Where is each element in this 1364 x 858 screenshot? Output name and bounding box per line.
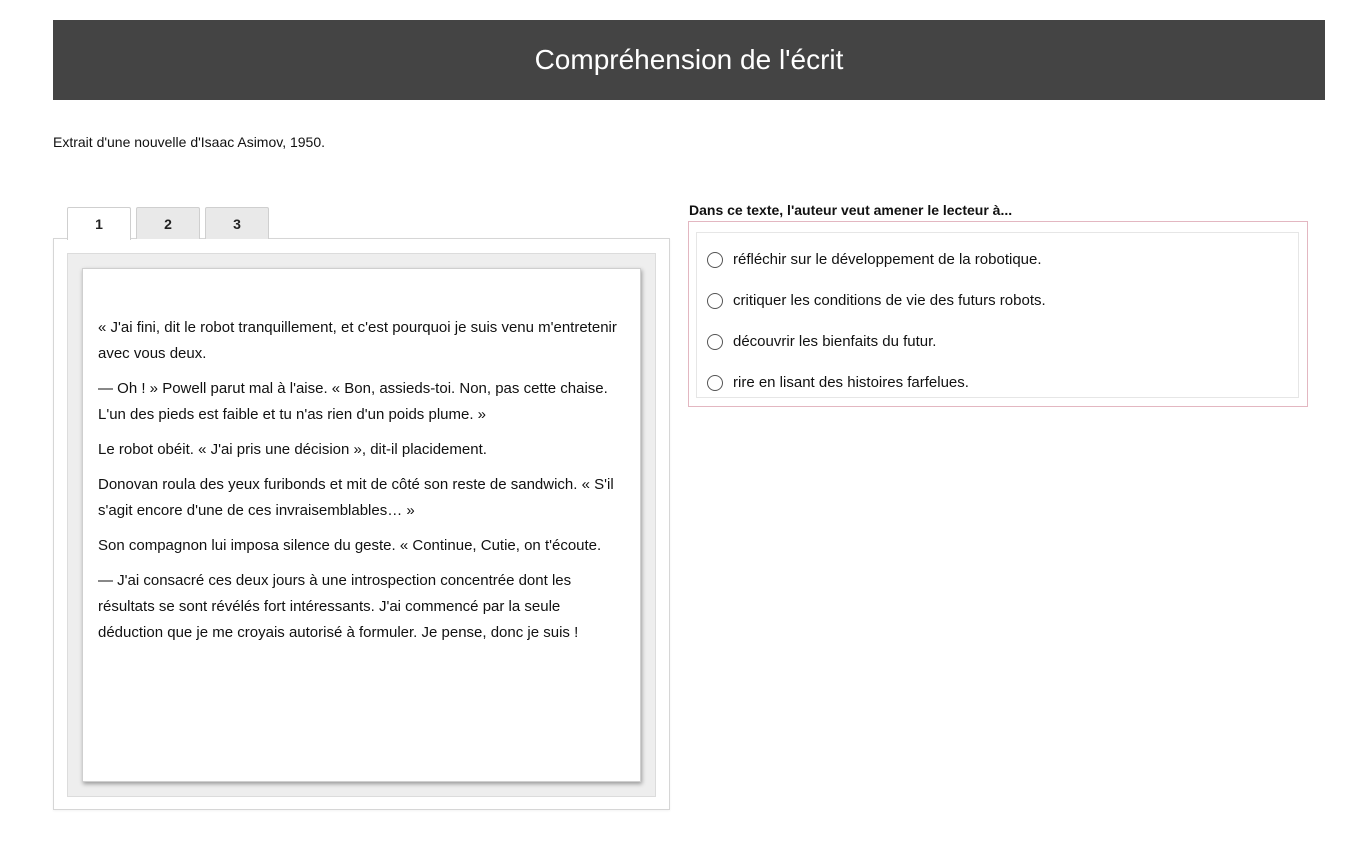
page-header — [53, 20, 1325, 100]
radio-button[interactable] — [707, 293, 723, 309]
tab-2[interactable]: 2 — [136, 207, 200, 239]
answer-option-1[interactable] — [707, 239, 1288, 280]
tab-3[interactable]: 3 — [205, 207, 269, 239]
passage-paragraph: — Oh ! » Powell parut mal à l'aise. « Bon, assieds-toi. Non, pas cette chaise. L'un des pieds est faible et tu n'as rien d'un poids plume. » — [98, 380, 608, 423]
passage-page — [82, 268, 641, 782]
answer-label: réfléchir sur le développement de la robotique. — [733, 251, 1042, 268]
passage-paragraph: — J'ai consacré ces deux jours à une introspection concentrée dont les résultats se sont révélés fort intéressants. J'ai commencé par la seule déduction que je me croyais autorisé à formuler. Je pense, donc je suis ! — [98, 572, 579, 641]
radio-button[interactable] — [707, 375, 723, 391]
answer-label: découvrir les bienfaits du futur. — [733, 333, 937, 350]
page-frame — [67, 253, 656, 797]
passage-source: Extrait d'une nouvelle d'Isaac Asimov, 1950. — [53, 134, 326, 150]
passage-paragraph: Le robot obéit. « J'ai pris une décision », dit-il placidement. — [98, 441, 487, 458]
answer-label: critiquer les conditions de vie des futurs robots. — [733, 292, 1046, 309]
answer-list — [696, 232, 1299, 398]
radio-button[interactable] — [707, 334, 723, 350]
answer-option-4[interactable] — [707, 362, 1288, 403]
answer-label: rire en lisant des histoires farfelues. — [733, 374, 969, 391]
tab-content — [53, 238, 670, 810]
passage-paragraph: « J'ai fini, dit le robot tranquillement, et c'est pourquoi je suis venu m'entretenir avec vous deux. — [98, 319, 617, 362]
passage-tabs — [67, 207, 269, 239]
answer-option-3[interactable] — [707, 321, 1288, 362]
passage-panel — [53, 207, 670, 810]
tab-1[interactable]: 1 — [67, 207, 131, 240]
passage-paragraph: Donovan roula des yeux furibonds et mit de côté son reste de sandwich. « S'il s'agit encore d'une de ces invraisemblables… » — [98, 476, 614, 519]
question-prompt: Dans ce texte, l'auteur veut amener le lecteur à... — [689, 202, 1013, 218]
answer-group — [688, 221, 1308, 407]
radio-button[interactable] — [707, 252, 723, 268]
answer-option-2[interactable] — [707, 280, 1288, 321]
passage-paragraph: Son compagnon lui imposa silence du geste. « Continue, Cutie, on t'écoute. — [98, 537, 602, 554]
page-title: Compréhension de l'écrit — [534, 44, 844, 75]
